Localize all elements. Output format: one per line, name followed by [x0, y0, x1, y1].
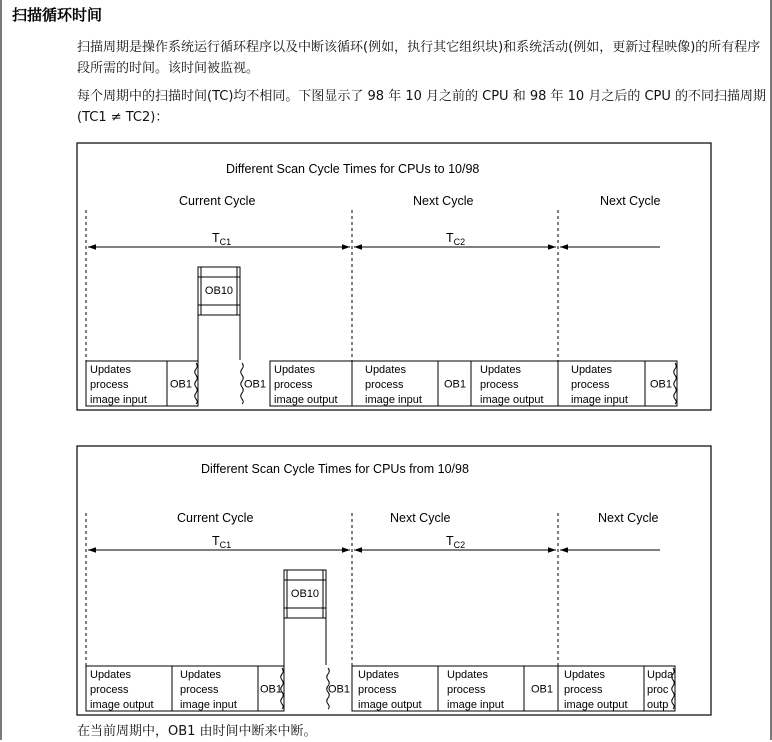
diagram-title: Different Scan Cycle Times for CPUs from 10/98	[201, 462, 469, 476]
process-step-box	[241, 363, 266, 404]
process-step-box	[172, 666, 258, 711]
process-step-label: OB1	[444, 378, 467, 391]
process-step-label: outp	[647, 699, 669, 711]
process-step-label: Updates	[358, 669, 399, 681]
process-step-label: process	[358, 684, 397, 696]
process-step-label: image input	[365, 394, 422, 406]
process-step-label: image output	[564, 699, 628, 711]
figure-caption: 在当前周期中，OB1 由时间中断来中断。	[77, 724, 317, 739]
paragraph-scan-time-difference: 每个周期中的扫描时间(TC)均不相同。下图显示了 98 年 10 月之前的 CPU 和 98 年 10 月之后的 CPU 的不同扫描周期(TC1 ≠ TC2)：	[77, 89, 767, 125]
process-step-box	[471, 361, 558, 406]
section-title: 扫描循环时间	[12, 6, 103, 24]
process-step-box	[645, 361, 677, 406]
process-step-box	[558, 361, 645, 406]
process-step-box	[167, 361, 198, 406]
scan-cycle-diagram-from-1098	[76, 445, 712, 717]
process-step-box	[558, 666, 644, 711]
process-step-row	[86, 361, 677, 406]
process-step-label: Updates	[564, 669, 605, 681]
svg-text:OB10: OB10	[204, 285, 234, 297]
process-step-label: Updates	[90, 669, 131, 681]
process-step-label: Updates	[180, 669, 221, 681]
process-step-label: image output	[358, 699, 422, 711]
ob10-interrupt-block	[198, 267, 240, 406]
process-step-label: image input	[180, 699, 237, 711]
process-step-label: process	[447, 684, 486, 696]
process-step-box	[352, 666, 438, 711]
process-step-box	[438, 361, 471, 406]
process-step-label: image output	[90, 699, 154, 711]
process-step-label: process	[571, 379, 610, 391]
process-step-label: image input	[571, 394, 628, 406]
process-step-label: process	[365, 379, 404, 391]
svg-text:OB10: OB10	[290, 588, 320, 600]
paragraph-scan-cycle-definition: 扫描周期是操作系统运行循环程序以及中断该循环(例如，执行其它组织块)和系统活动(例如，更新过程映像)的所有程序段所需的时间。该时间被监视。	[77, 40, 761, 76]
process-step-box	[86, 666, 172, 711]
process-step-box	[270, 361, 352, 406]
process-step-label: Updates	[447, 669, 488, 681]
scan-cycle-diagram-to-1098	[76, 142, 712, 412]
cycle-label-next: Next Cycle	[413, 194, 474, 208]
process-step-label: Updates	[90, 364, 131, 376]
tc1-label: $T_{C1}$	[212, 534, 232, 550]
tc1-label: $T_{C1}$	[212, 231, 232, 247]
process-step-label: OB1	[244, 378, 267, 391]
process-step-label: process	[274, 379, 313, 391]
process-step-box	[352, 361, 438, 406]
process-step-label: image output	[274, 394, 338, 406]
process-step-label: OB1	[170, 378, 193, 391]
cycle-label-next-2: Next Cycle	[600, 194, 661, 208]
process-step-label: image input	[90, 394, 147, 406]
diagram-title: Different Scan Cycle Times for CPUs to 10/98	[226, 162, 480, 176]
page-frame-left	[0, 0, 2, 740]
process-step-label: Updates	[365, 364, 406, 376]
process-step-box	[644, 666, 675, 711]
tc2-label: $T_{C2}$	[446, 231, 466, 247]
tc2-label: $T_{C2}$	[446, 534, 466, 550]
process-step-label: process	[480, 379, 519, 391]
process-step-label: OB1	[260, 683, 283, 696]
process-step-box	[524, 666, 558, 711]
process-step-box	[438, 666, 524, 711]
process-step-label: image input	[447, 699, 504, 711]
process-step-label: Updates	[480, 364, 521, 376]
process-step-label: Upda	[647, 669, 674, 681]
cycle-label-next: Next Cycle	[390, 511, 451, 525]
process-step-label: process	[90, 684, 129, 696]
process-step-label: OB1	[531, 683, 554, 696]
process-step-box	[327, 668, 350, 709]
process-step-label: Updates	[571, 364, 612, 376]
ob10-interrupt-block	[284, 570, 326, 711]
process-step-label: image output	[480, 394, 544, 406]
cycle-label-current: Current Cycle	[177, 511, 254, 525]
process-step-label: process	[90, 379, 129, 391]
process-step-label: process	[564, 684, 603, 696]
process-step-box	[258, 666, 284, 711]
process-step-row	[86, 666, 675, 711]
process-step-label: OB1	[328, 683, 351, 696]
process-step-label: process	[180, 684, 219, 696]
process-step-label: Updates	[274, 364, 315, 376]
process-step-label: OB1	[650, 378, 673, 391]
process-step-label: proc	[647, 684, 669, 696]
cycle-label-current: Current Cycle	[179, 194, 256, 208]
cycle-label-next-2: Next Cycle	[598, 511, 659, 525]
process-step-box	[86, 361, 167, 406]
